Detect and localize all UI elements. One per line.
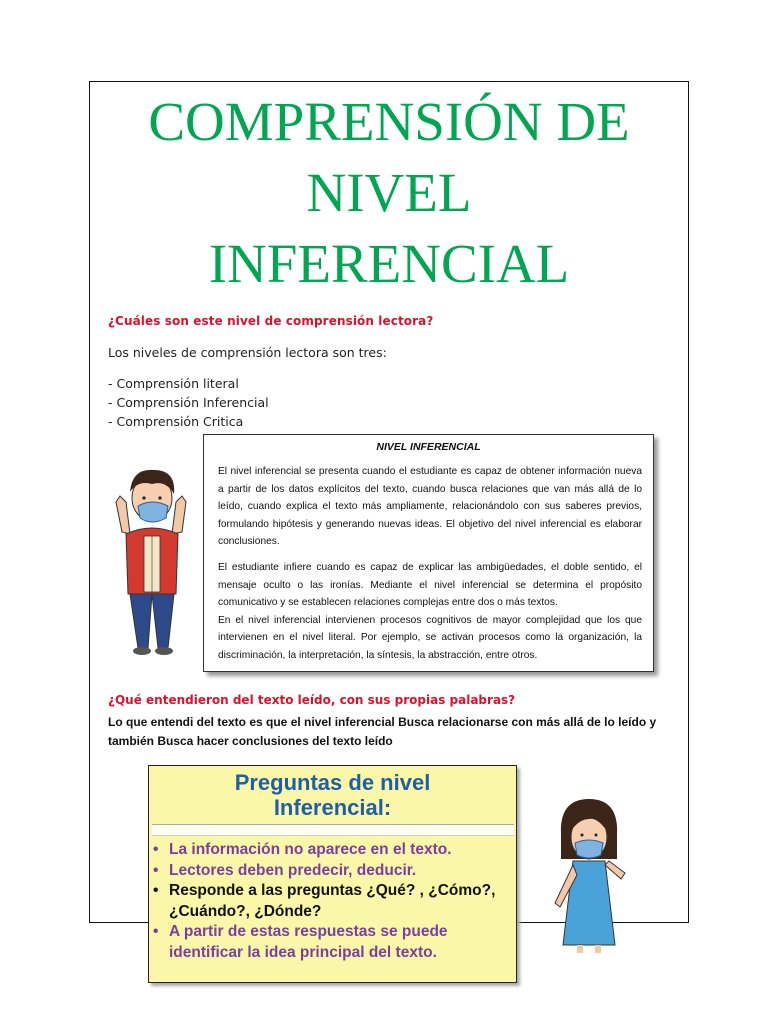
list-item-text: A partir de estas respuestas se puede identificar la idea principal del texto. [169,923,448,961]
list-item-text: Lectores deben predecir, deducir. [169,861,417,879]
bullet-icon: • [153,882,159,899]
level-item: - Comprensión Inferencial [108,395,269,410]
level-item: - Comprensión Critica [108,414,244,429]
level-item: - Comprensión literal [108,376,239,391]
list-item [153,881,513,922]
question-1: ¿Cuáles son este nivel de comprensión lectora? [108,314,434,328]
slide-title-line-2: Inferencial: [273,795,392,820]
slide-divider [152,824,514,836]
bullet-icon: • [153,861,159,879]
box-body [218,463,642,665]
list-item-text: Responde a las preguntas ¿Qué? , ¿Cómo?, ¿Cuándo?, ¿Dónde? [169,882,496,920]
box-paragraph: El estudiante infiere cuando es capaz de explicar las ambigüedades, el doble sentido, el mensaje oculto o las ironías. Mediante el nivel inferencial se determina el propósito comunicativo y se establecen relaciones complejas entre dos o más textos. [218,561,642,609]
boy-illustration [108,462,196,658]
question-2: ¿Qué entendieron del texto leído, con sus propias palabras? [108,693,516,707]
levels-list [108,374,269,431]
slide-bullet-list [153,840,513,963]
intro-text: Los niveles de comprensión lectora son tres: [108,345,387,360]
bullet-icon: • [153,841,159,858]
box-paragraph: El nivel inferencial se presenta cuando el estudiante es capaz de obtener información nueva a partir de los datos explícitos del texto, cuando busca relaciones que van más allá de lo leído, cuando explica el texto más ampliamente, relacionándolo con sus saberes previos, formulando hipótesis y generando nuevas ideas. El objetivo del nivel inferencial es elaborar conclusiones. [218,466,642,548]
list-item [153,861,513,882]
questions-slide [148,765,517,983]
list-item [153,922,513,963]
slide-title-line-1: Preguntas de nivel [234,770,431,795]
bullet-icon: • [153,923,159,940]
title-line-2: NIVEL [306,162,472,223]
title-line-3: INFERENCIAL [208,233,570,294]
list-item-text: La información no aparece en el texto. [169,841,452,858]
title-line-1: COMPRENSIÓN DE [148,91,630,152]
page-title [89,86,689,299]
box-paragraph: En el nivel inferencial intervienen procesos cognitivos de mayor complejidad que los que intervienen en el nivel literal. Por ejemplo, se activan procesos como la organización, la discriminación, la interpretación, la síntesis, la abstracción, entre otros. [218,614,642,661]
list-item [153,840,513,861]
inferential-level-box [203,434,654,672]
box-title: NIVEL INFERENCIAL [376,441,481,453]
answer-text: Lo que entendi del texto es que el nivel inferencial Busca relacionarse con más allá de lo leído y también Busca hacer conclusiones del texto leído [108,715,657,748]
slide-title [149,770,516,820]
girl-illustration [545,795,635,955]
